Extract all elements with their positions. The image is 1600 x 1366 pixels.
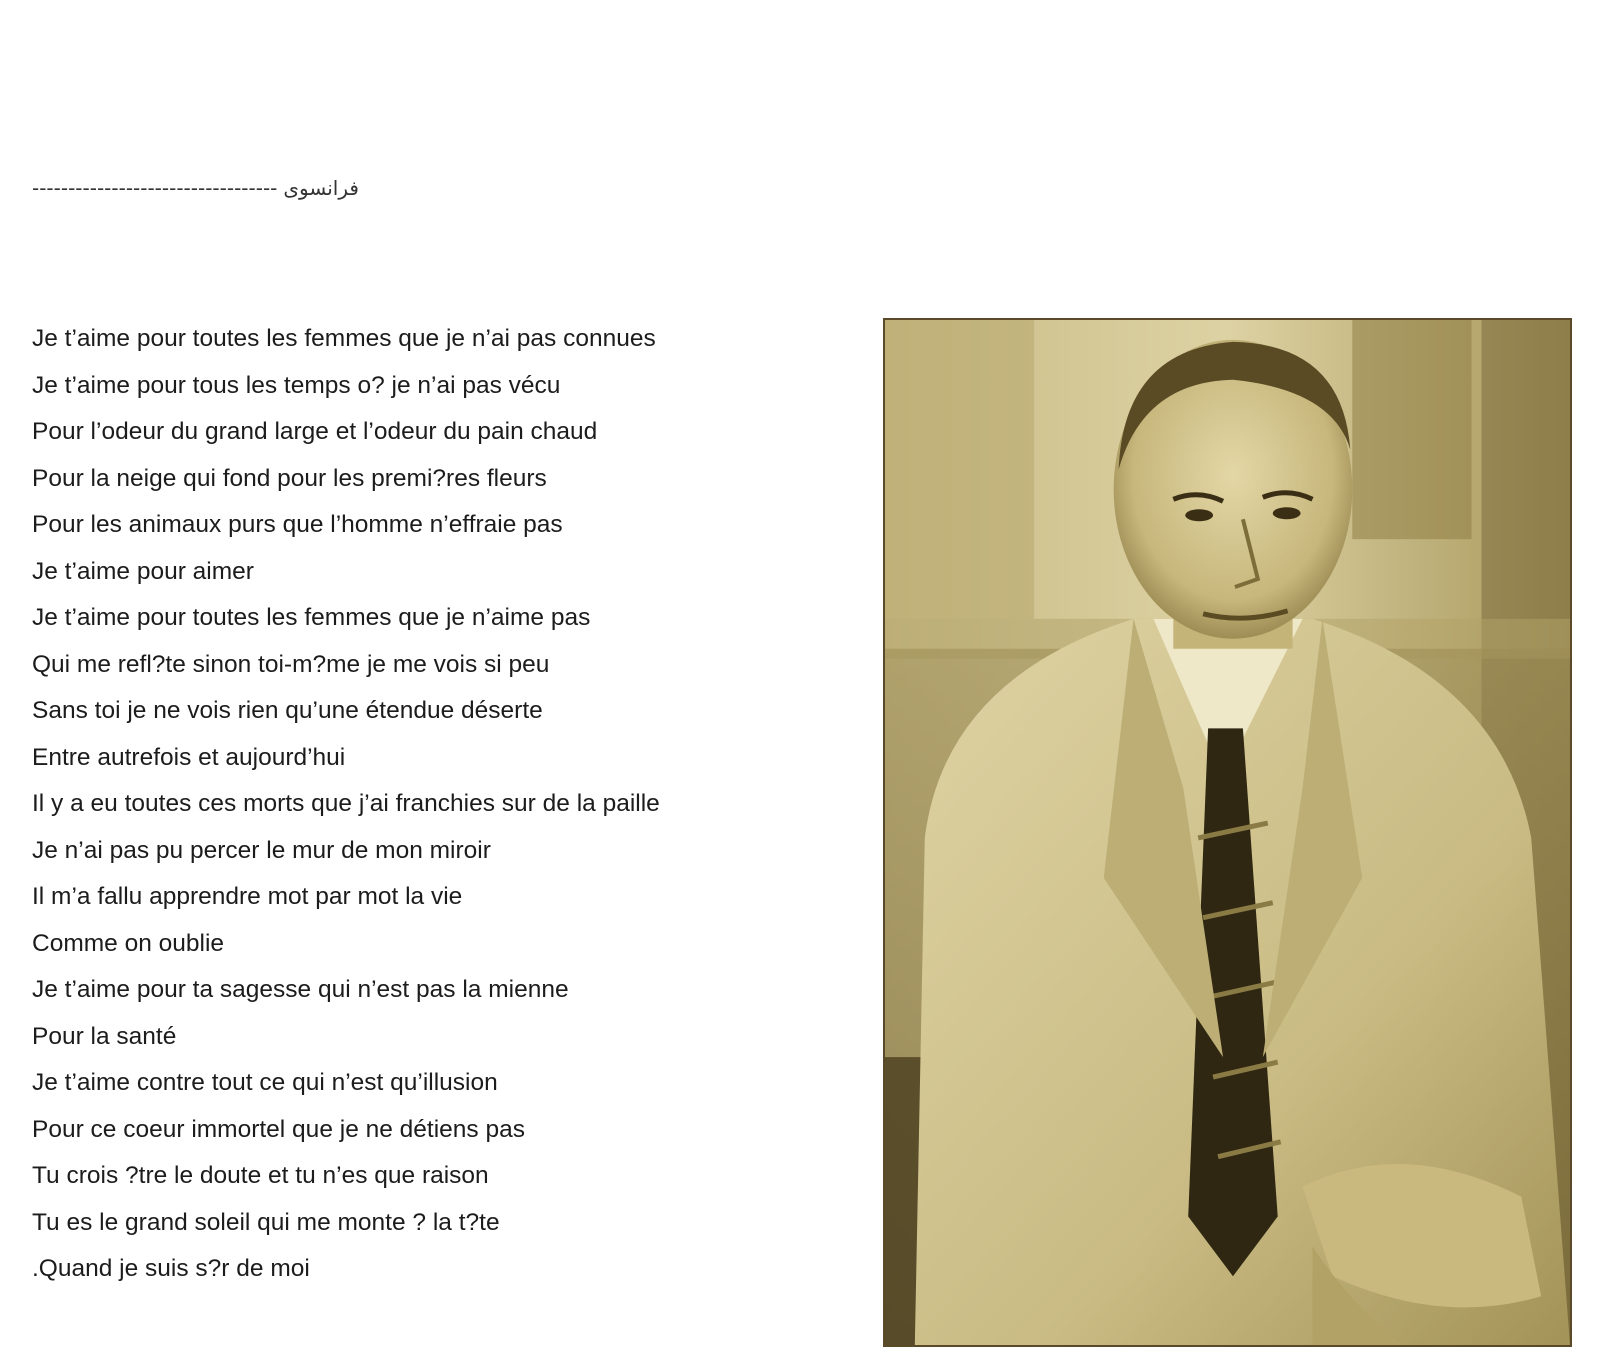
poem-line: Pour la neige qui fond pour les premi?res fleurs [32,464,547,492]
poem-text [32,316,792,1293]
poem-line: .Quand je suis s?r de moi [32,1255,310,1282]
poem-line: Il m’a fallu apprendre mot par mot la vie [32,883,463,910]
poem-line: Je t’aime pour toutes les femmes que je n’ai pas connues [32,325,656,352]
poem-line: Je t’aime pour toutes les femmes que je n’aime pas [32,604,591,631]
poem-line: Tu es le grand soleil qui me monte ? la t?te [32,1208,500,1236]
poem-line: Qui me refl?te sinon toi-m?me je me vois si peu [32,650,550,678]
poem-line: Entre autrefois et aujourd’hui [32,743,346,771]
poem-line: Je t’aime contre tout ce qui n’est qu’illusion [32,1069,498,1096]
poem-line: Pour les animaux purs que l’homme n’effraie pas [32,511,563,538]
poem-line: Pour l’odeur du grand large et l’odeur du pain chaud [32,418,598,445]
poem-line: Je t’aime pour tous les temps o? je n’ai pas vécu [32,371,561,399]
portrait-photo [883,318,1572,1347]
poem-line: Pour la santé [32,1022,177,1050]
language-label: فرانسوی [283,176,359,200]
poem-line: Je n’ai pas pu percer le mur de mon miroir [32,836,491,864]
poem-line: Sans toi je ne vois rien qu’une étendue déserte [32,697,543,724]
poem-line: Comme on oublie [32,929,225,957]
poem-line: Pour ce coeur immortel que je ne détiens pas [32,1115,525,1143]
dashes-separator: ---------------------------------- [32,176,278,200]
portrait-image [885,320,1570,1345]
poem-line: Je t’aime pour ta sagesse qui n’est pas la mienne [32,976,569,1003]
section-header [32,176,359,200]
poem-line: Je t’aime pour aimer [32,557,254,585]
poem-line: Il y a eu toutes ces morts que j’ai franchies sur de la paille [32,790,660,817]
poem-line: Tu crois ?tre le doute et tu n’es que raison [32,1162,489,1189]
